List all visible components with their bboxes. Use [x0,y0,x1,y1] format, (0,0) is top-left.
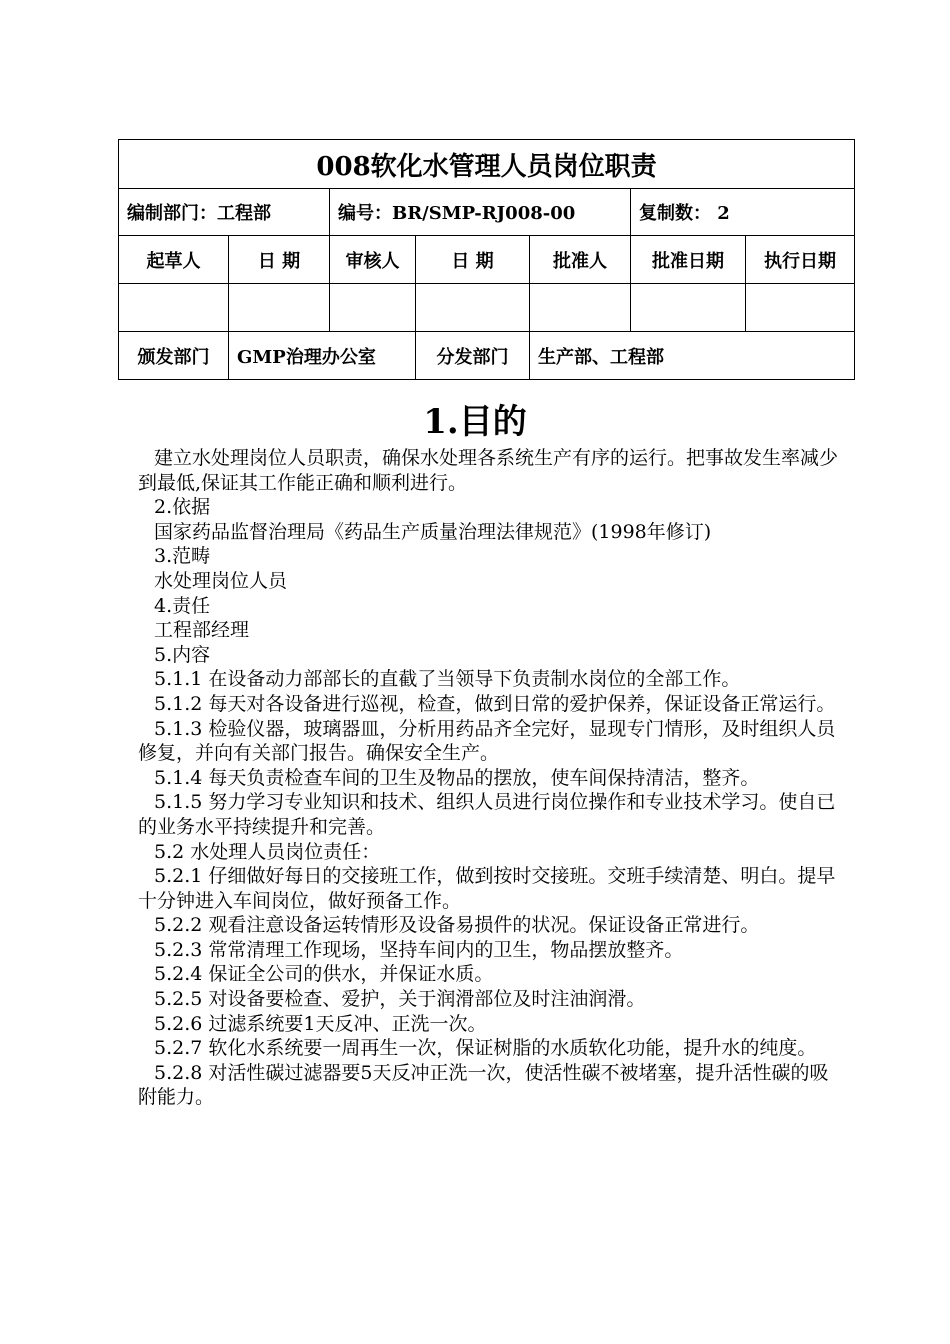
paragraph: 4.责任 [154,594,211,617]
paragraph: 5.2 水处理人员岗位责任： [154,840,381,863]
section-heading: 1.目的 [423,402,527,442]
paragraph: 5.2.4 保证全公司的供水，并保证水质。 [154,963,494,986]
exec-date-cell [746,284,855,332]
paragraph: 5.2.6 过滤系统要1天反冲、正洗一次。 [154,1012,487,1035]
date-cell-1 [229,284,330,332]
document-code-cell: 编号：BR/SMP-RJ008-00 [330,189,631,236]
document-title: 008软化水管理人员岗位职责 [119,140,855,189]
date-header-2: 日 期 [416,236,530,284]
paragraph: 5.1.3 检验仪器，玻璃器皿，分析用药品齐全完好，显现专门情形，及时组织人员修复，并向有关部门报告。确保安全生产。 [138,717,836,765]
exec-date-header: 执行日期 [746,236,855,284]
paragraph: 3.范畴 [154,545,211,568]
department-cell: 编制部门：工程部 [119,189,330,236]
paragraph: 5.2.8 对活性碳过滤器要5天反冲正洗一次，使活性碳不被堵塞，提升活性碳的吸附能力。 [138,1061,829,1109]
paragraph: 5.2.2 观看注意设备运转情形及设备易损件的状况。保证设备正常进行。 [154,914,760,937]
drafter-cell [119,284,229,332]
paragraph: 5.1.5 努力学习专业知识和技术、组织人员进行岗位操作和专业技术学习。使自已的业务水平持续提升和完善。 [138,791,836,838]
document-body [138,446,838,1110]
approver-header: 批准人 [530,236,631,284]
date-header-1: 日 期 [229,236,330,284]
paragraph: 水处理岗位人员 [154,569,288,592]
paragraph: 5.2.5 对设备要检查、爱护，关于润滑部位及时注油润滑。 [154,988,646,1011]
dist-dept-value: 生产部、工程部 [530,332,855,380]
date-cell-2 [416,284,530,332]
paragraph: 2.依据 [154,496,211,519]
paragraph: 5.2.3 常常清理工作现场，坚持车间内的卫生，物品摆放整齐。 [154,938,684,961]
paragraph: 5.1.2 每天对各设备进行巡视，检查，做到日常的爱护保养，保证设备正常运行。 [154,692,836,715]
drafter-header: 起草人 [119,236,229,284]
reviewer-cell [330,284,416,332]
approve-date-header: 批准日期 [631,236,746,284]
paragraph: 工程部经理 [154,619,250,642]
approver-cell [530,284,631,332]
paragraph: 5.2.7 软化水系统要一周再生一次，保证树脂的水质软化功能，提升水的纯度。 [154,1037,817,1060]
paragraph: 建立水处理岗位人员职责，确保水处理各系统生产有序的运行。把事故发生率减少到最低,保证其工作能正确和顺利进行。 [138,447,839,494]
paragraph: 5.1.4 每天负责检查车间的卫生及物品的摆放，使车间保持清洁，整齐。 [154,766,760,789]
document-header-table [118,139,855,380]
paragraph: 国家药品监督治理局《药品生产质量治理法律规范》(1998年修订) [154,520,712,543]
approve-date-cell [631,284,746,332]
paragraph: 5.1.1 在设备动力部部长的直截了当领导下负责制水岗位的全部工作。 [154,668,741,691]
paragraph: 5.2.1 仔细做好每日的交接班工作，做到按时交接班。交班手续清楚、明白。提早十分钟进入车间岗位，做好预备工作。 [138,865,836,912]
copies-cell: 复制数： 2 [631,189,855,236]
issue-dept-label: 颁发部门 [119,332,229,380]
issue-dept-value: GMP治理办公室 [229,332,416,380]
reviewer-header: 审核人 [330,236,416,284]
dist-dept-label: 分发部门 [416,332,530,380]
paragraph: 5.内容 [154,643,211,666]
